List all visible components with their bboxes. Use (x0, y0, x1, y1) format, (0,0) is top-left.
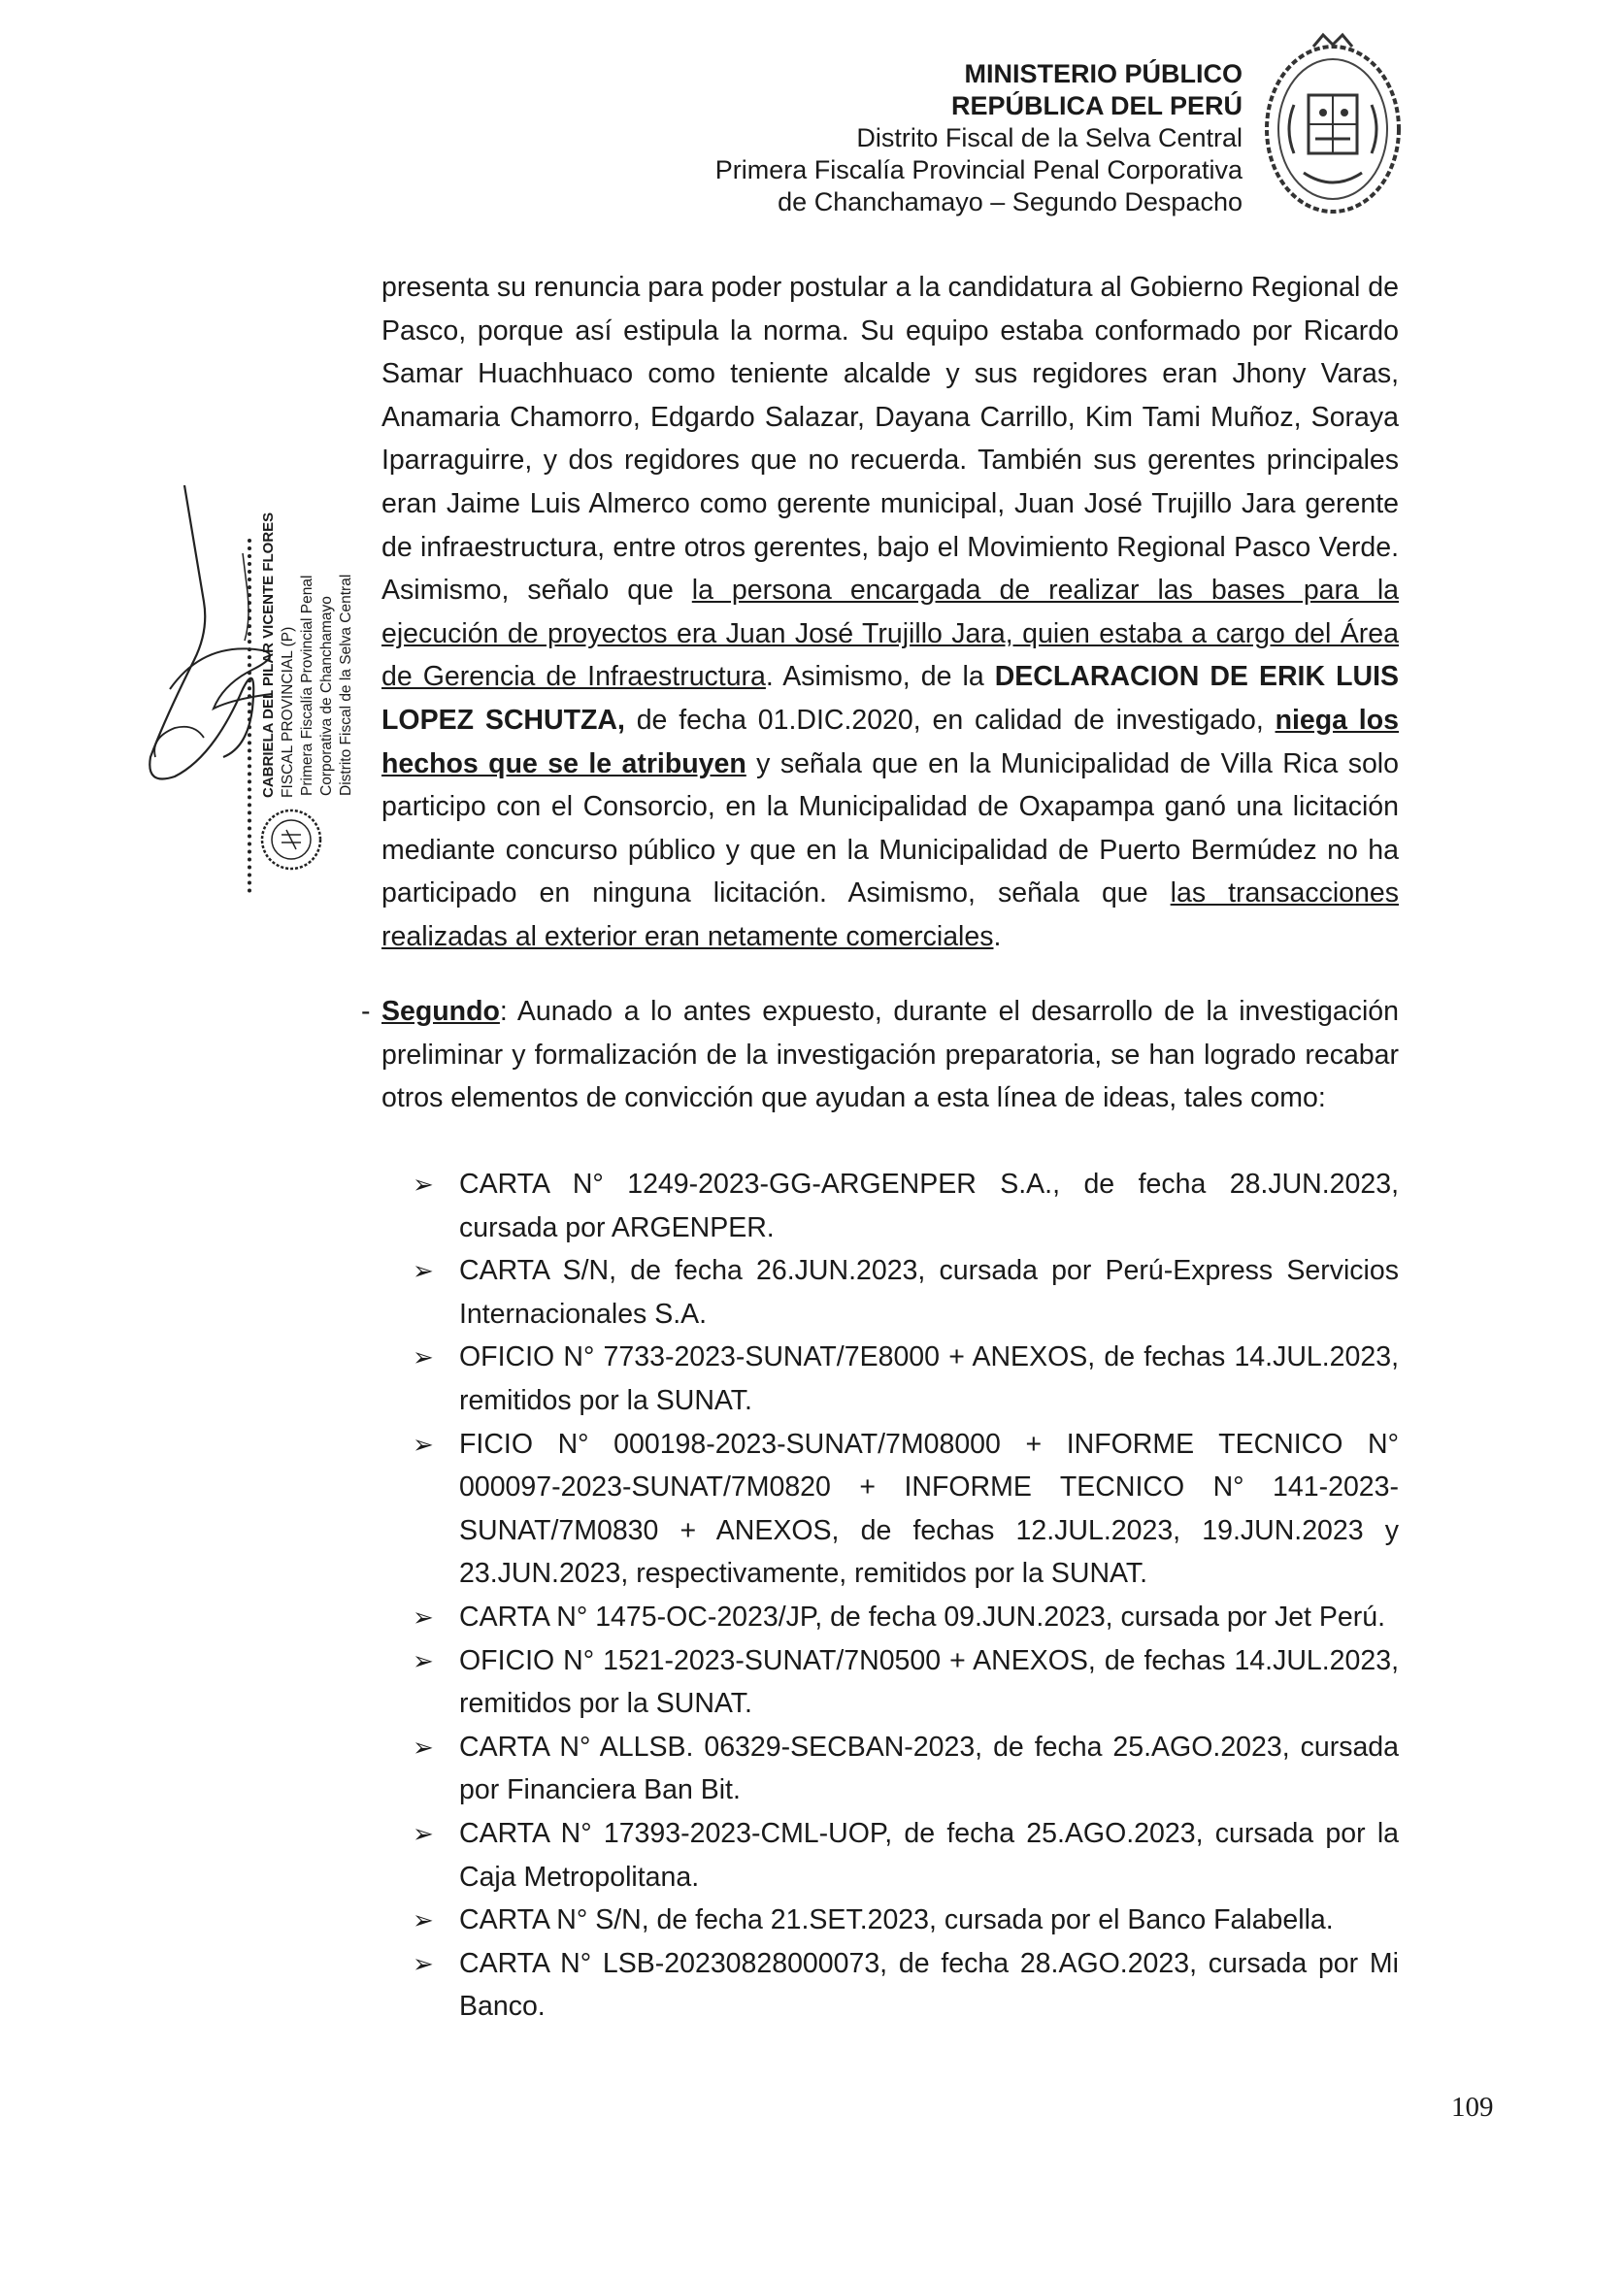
evidence-list (413, 1163, 1399, 2029)
list-item (413, 1942, 1399, 2029)
list-item-text: CARTA N° S/N, de fecha 21.SET.2023, cursada por el Banco Falabella. (459, 1904, 1334, 1936)
list-item-text: CARTA N° 1475-OC-2023/JP, de fecha 09.JUN.2023, cursada por Jet Perú. (459, 1601, 1385, 1633)
list-item-text: CARTA S/N, de fecha 26.JUN.2023, cursada por Perú-Express Servicios Internacionales S.A. (459, 1255, 1399, 1330)
header-institution: MINISTERIO PÚBLICO (964, 59, 1243, 88)
bold-underlined-text: niega los hechos que se le atribuyen (381, 704, 1399, 779)
header-office: Primera Fiscalía Provincial Penal Corporativa (714, 155, 1243, 184)
paragraph-segundo (361, 990, 1399, 1120)
list-item-text: OFICIO N° 7733-2023-SUNAT/7E8000 + ANEXOS, de fechas 14.JUL.2023, remitidos por la SUNAT. (459, 1341, 1399, 1416)
arrow-bullet-icon: ➢ (413, 1256, 434, 1286)
segundo-colon: : (499, 996, 508, 1027)
list-item (413, 1812, 1399, 1899)
arrow-bullet-icon: ➢ (413, 1732, 434, 1762)
arrow-bullet-icon: ➢ (413, 1948, 434, 1978)
list-item (413, 1899, 1399, 1942)
paragraph-declarations (381, 266, 1399, 959)
arrow-bullet-icon: ➢ (413, 1170, 434, 1199)
list-item (413, 1336, 1399, 1422)
arrow-bullet-icon: ➢ (413, 1645, 434, 1675)
header-office-location: de Chanchamayo – Segundo Despacho (778, 187, 1243, 216)
underlined-text: la persona encargada de realizar las bases para la ejecución de proyectos era Juan José Trujillo Jara, quien estaba a cargo del Área de Gerencia de Infraestructura (381, 575, 1399, 693)
stamp-dotted-line (248, 539, 255, 893)
arrow-bullet-icon: ➢ (413, 1602, 434, 1632)
stamp-office-location: Corporativa de Chanchamayo (318, 596, 335, 796)
stamp-district: Distrito Fiscal de la Selva Central (338, 574, 354, 796)
arrow-bullet-icon: ➢ (413, 1818, 434, 1848)
list-item-text: CARTA N° LSB-20230828000073, de fecha 28.AGO.2023, cursada por Mi Banco. (459, 1947, 1399, 2023)
underlined-text: las transacciones realizadas al exterior eran netamente comerciales (381, 877, 1399, 952)
text-run: presenta su renuncia para poder postular a la candidatura al Gobierno Regional de Pasco, porque así estipula la norma. Su equipo estaba conformado por Ricardo Samar Huachhuaco como teniente alcalde y sus regidores eran Jhony Varas, Anamaria Chamorro, Edgardo Salazar, Dayana Carrillo, Kim Tami Muñoz, Soraya Iparraguirre, y dos regidores que no recuerda. También sus gerentes principales eran Jaime Luis Almerco como gerente municipal, Juan José Trujillo Jara gerente de infraestructura, entre otros gerentes, bajo el Movimiento Regional Pasco Verde. Asimismo, señalo que (381, 272, 1399, 607)
stamp-office: Primera Fiscalía Provincial Penal (299, 575, 315, 796)
text-run: . (993, 920, 1002, 952)
list-item-text: CARTA N° 1249-2023-GG-ARGENPER S.A., de fecha 28.JUN.2023, cursada por ARGENPER. (459, 1169, 1399, 1243)
document-header (715, 58, 1243, 218)
bold-declaration-title: DECLARACION DE ERIK LUIS LOPEZ SCHUTZA, (381, 661, 1400, 736)
text-run: de fecha 01.DIC.2020, en calidad de investigado, (624, 704, 1276, 736)
ministerio-publico-seal-icon (1255, 27, 1410, 221)
list-item (413, 1726, 1399, 1812)
segundo-label: Segundo (381, 996, 500, 1027)
segundo-dash: - (361, 996, 371, 1027)
stamp-title: FISCAL PROVINCIAL (P) (280, 626, 296, 798)
header-country: REPÚBLICA DEL PERÚ (950, 91, 1243, 120)
list-item-text: CARTA N° ALLSB. 06329-SECBAN-2023, de fecha 25.AGO.2023, cursada por Financiera Ban Bit. (459, 1731, 1399, 1806)
list-item-text: FICIO N° 000198-2023-SUNAT/7M08000 + INFORME TECNICO N° 000097-2023-SUNAT/7M0820 + INFORME TECNICO N° 141-2023-SUNAT/7M0830 + ANEXOS, de fechas 12.JUL.2023, 19.JUN.2023 y 23.JUN.2023, respectivamente, remitidos por la SUNAT. (459, 1428, 1399, 1590)
list-item (413, 1639, 1399, 1726)
list-item (413, 1249, 1399, 1336)
list-item (413, 1163, 1399, 1249)
arrow-bullet-icon: ➢ (413, 1905, 434, 1935)
prosecutor-side-stamp (136, 466, 388, 883)
stamp-name: CABRIELA DEL PILAR VICENTE FLORES (260, 512, 277, 798)
text-run: . Asimismo, de la (765, 661, 995, 693)
header-district: Distrito Fiscal de la Selva Central (856, 123, 1243, 152)
arrow-bullet-icon: ➢ (413, 1342, 434, 1372)
round-seal-stamp-icon (257, 806, 325, 874)
arrow-bullet-icon: ➢ (413, 1429, 434, 1459)
list-item (413, 1596, 1399, 1639)
list-item-text: CARTA N° 17393-2023-CML-UOP, de fecha 25.AGO.2023, cursada por la Caja Metropolitana. (459, 1817, 1399, 1893)
list-item-text: OFICIO N° 1521-2023-SUNAT/7N0500 + ANEXOS, de fechas 14.JUL.2023, remitidos por la SUNAT. (459, 1644, 1399, 1720)
text-run: y señala que en la Municipalidad de Villa Rica solo participo con el Consorcio, en la Municipalidad de Oxapampa ganó una licitación mediante concurso público y que en la Municipalidad de Puerto Bermúdez no ha participado en ninguna licitación. Asimismo, señala que (381, 747, 1399, 909)
page-number: 109 (1451, 2092, 1494, 2123)
segundo-text: Aunado a lo antes expuesto, durante el desarrollo de la investigación preliminar y formalización de la investigación preparatoria, se han logrado recabar otros elementos de convicción que ayudan a esta línea de ideas, tales como: (381, 996, 1399, 1114)
list-item (413, 1423, 1399, 1596)
